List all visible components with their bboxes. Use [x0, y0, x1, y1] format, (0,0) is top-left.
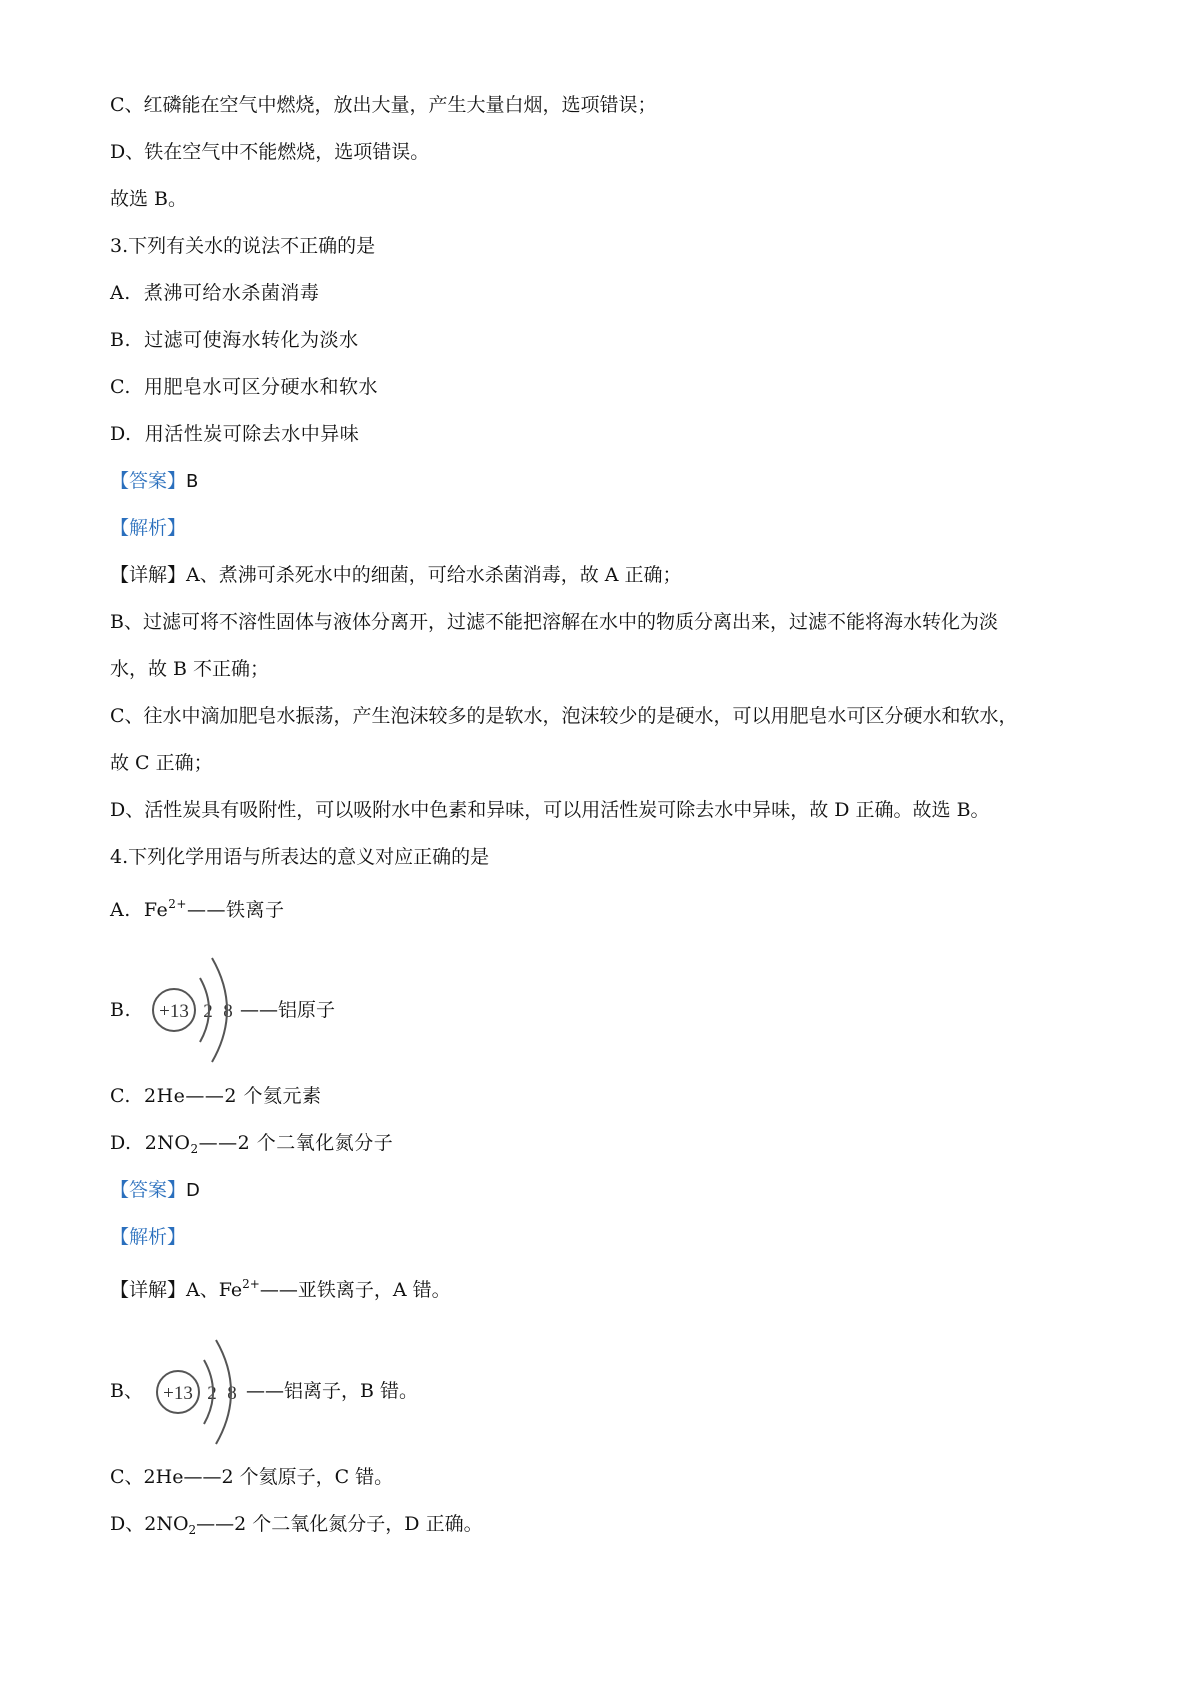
formula-charge: 2+	[242, 1277, 260, 1291]
shell-2-count: 8	[223, 1001, 233, 1022]
text-line: C、红磷能在空气中燃烧，放出大量，产生大量白烟，选项错误；	[110, 94, 657, 116]
question-stem: 3.下列有关水的说法不正确的是	[110, 235, 376, 257]
formula-subscript: 2	[190, 1142, 199, 1156]
detail-text: D、2NO	[110, 1513, 189, 1535]
detail-line: 【详解】A、煮沸可杀死水中的细菌，可给水杀菌消毒，故 A 正确；	[110, 564, 682, 586]
option-b	[110, 327, 359, 353]
formula: Fe	[143, 899, 169, 921]
option-b: B.	[110, 999, 132, 1021]
option-label: A.	[110, 899, 131, 921]
answer-line	[110, 1177, 200, 1204]
detail-line: D、活性炭具有吸附性，可以吸附水中色素和异味，可以用活性炭可除去水中异味，故 D 正确。故选 B。	[110, 799, 990, 821]
formula: 2NO	[144, 1132, 191, 1154]
answer-value: B	[186, 471, 199, 492]
formula-subscript: 2	[188, 1523, 197, 1537]
option-c	[110, 374, 378, 400]
detail-line	[110, 1511, 483, 1543]
detail-text: ——2 个二氧化氮分子，D 正确。	[196, 1513, 483, 1535]
shell-1-count: 2	[207, 1383, 217, 1404]
answer-tag: 【答案】	[110, 470, 187, 492]
shell-2-count: 8	[227, 1383, 237, 1404]
shell-1-count: 2	[203, 1001, 213, 1022]
option-text: 过滤可使海水转化为淡水	[144, 329, 359, 351]
detail-line: 水，故 B 不正确；	[110, 658, 270, 680]
nucleus-charge: +13	[159, 1001, 189, 1022]
option-label: C.	[110, 1085, 131, 1107]
detail-line: 故 C 正确；	[110, 752, 213, 774]
analysis-tag: 【解析】	[110, 1226, 187, 1248]
option-meaning: ——铝原子	[240, 999, 336, 1021]
detail-line	[110, 1271, 451, 1303]
option-text: 用肥皂水可区分硬水和软水	[144, 376, 379, 398]
detail-text: 【详解】A、Fe	[110, 1279, 243, 1301]
question-stem: 4.下列化学用语与所表达的意义对应正确的是	[110, 846, 490, 868]
option-meaning: ——铁离子	[186, 899, 285, 921]
option-a	[110, 891, 284, 923]
detail-text: ——亚铁离子，A 错。	[259, 1279, 451, 1301]
formula-charge: 2+	[168, 897, 187, 911]
option-label: C.	[110, 376, 131, 398]
detail-line: C、往水中滴加肥皂水振荡，产生泡沫较多的是软水，泡沫较少的是硬水，可以用肥皂水可区分硬水和软水，	[110, 705, 1018, 727]
option-text: 用活性炭可除去水中异味	[144, 423, 360, 445]
detail-label: B、	[110, 1380, 143, 1402]
option-d	[110, 421, 359, 447]
option-c	[110, 1083, 322, 1109]
option-label: B.	[110, 329, 132, 351]
detail-line: B、过滤可将不溶性固体与液体分离开，过滤不能把溶解在水中的物质分离出来，过滤不能将海水转化为淡	[110, 611, 998, 633]
option-meaning: ——2 个二氧化氮分子	[198, 1132, 394, 1154]
option-text: 煮沸可给水杀菌消毒	[143, 282, 320, 304]
answer-line	[110, 468, 198, 495]
text-line: 故选 B。	[110, 188, 188, 210]
option-label: D.	[110, 423, 132, 445]
option-text: 2He——2 个氦元素	[144, 1085, 322, 1107]
detail-line: C、2He——2 个氦原子，C 错。	[110, 1466, 394, 1488]
analysis-tag: 【解析】	[110, 517, 187, 539]
option-a	[110, 280, 319, 306]
nucleus-charge: +13	[163, 1383, 193, 1404]
answer-tag: 【答案】	[110, 1179, 187, 1201]
option-label: A.	[110, 282, 131, 304]
atom-structure-diagram	[148, 948, 248, 1072]
atom-structure-diagram	[152, 1330, 252, 1454]
option-label: D.	[110, 1132, 132, 1154]
text-line: D、铁在空气中不能燃烧，选项错误。	[110, 141, 430, 163]
answer-value: D	[186, 1180, 200, 1201]
detail-text: ——铝离子，B 错。	[246, 1380, 419, 1402]
option-d	[110, 1130, 393, 1162]
